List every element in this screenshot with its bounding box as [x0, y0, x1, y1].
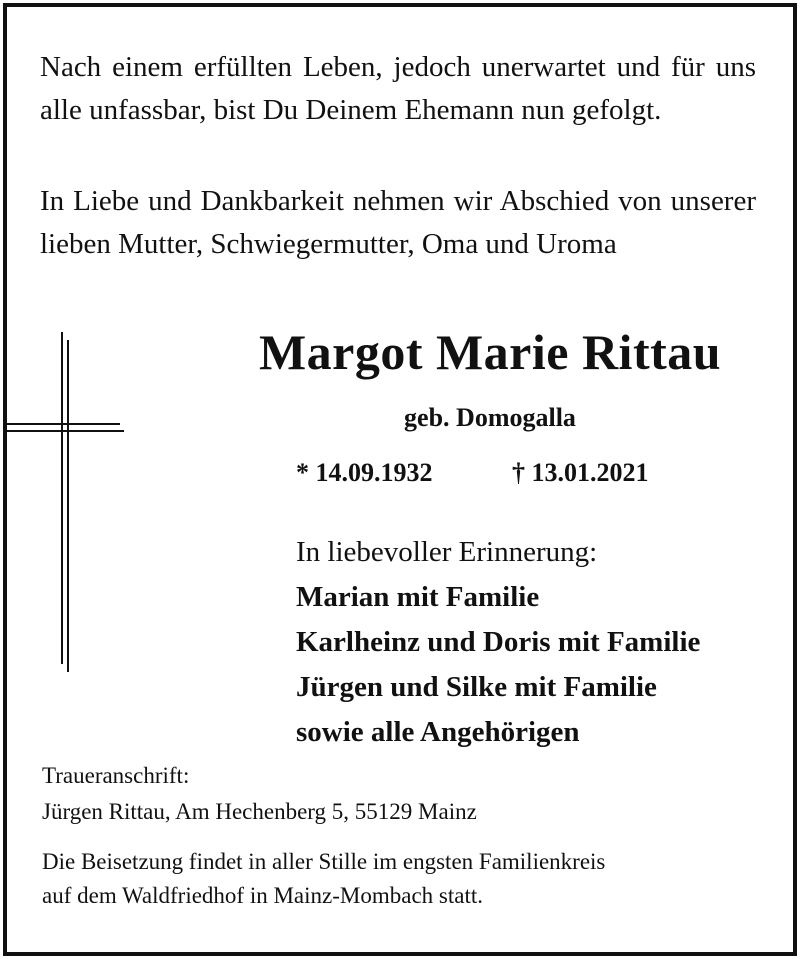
- address-label: Traueranschrift:: [42, 763, 190, 788]
- mourner-line: Karlheinz und Doris mit Familie: [296, 626, 701, 658]
- intro-paragraph-2: In Liebe und Dankbarkeit nehmen wir Abschied von unserer lieben Mutter, Schwiegermutter, Oma und Uroma: [40, 185, 756, 260]
- mourner-line: sowie alle Angehörigen: [296, 716, 580, 748]
- cross-horizontal-line: [6, 430, 124, 432]
- cross-horizontal-line: [6, 423, 120, 425]
- death-date: † 13.01.2021: [512, 458, 649, 487]
- birth-name: geb. Domogalla: [404, 403, 576, 432]
- mourner-line: Marian mit Familie: [296, 581, 540, 613]
- cross-vertical-line: [61, 332, 63, 664]
- mourners-lead: In liebevoller Erinnerung:: [296, 536, 598, 568]
- funeral-line-1: Die Beisetzung findet in aller Stille im engsten Familienkreis: [42, 849, 606, 874]
- intro-paragraph-1: Nach einem erfüllten Leben, jedoch unerwartet und für uns alle unfassbar, bist Du Deinem Ehemann nun gefolgt.: [40, 51, 756, 126]
- mourners-block: [296, 530, 776, 755]
- deceased-name: Margot Marie Rittau: [258, 324, 722, 380]
- funeral-notice: [42, 845, 762, 913]
- address-line: Jürgen Rittau, Am Hechenberg 5, 55129 Mainz: [42, 799, 477, 824]
- mourner-line: Jürgen und Silke mit Familie: [296, 671, 657, 703]
- mourning-address: [42, 758, 762, 830]
- birth-date: * 14.09.1932: [296, 458, 433, 487]
- cross-vertical-line: [67, 340, 69, 672]
- funeral-line-2: auf dem Waldfriedhof in Mainz-Mombach statt.: [42, 883, 483, 908]
